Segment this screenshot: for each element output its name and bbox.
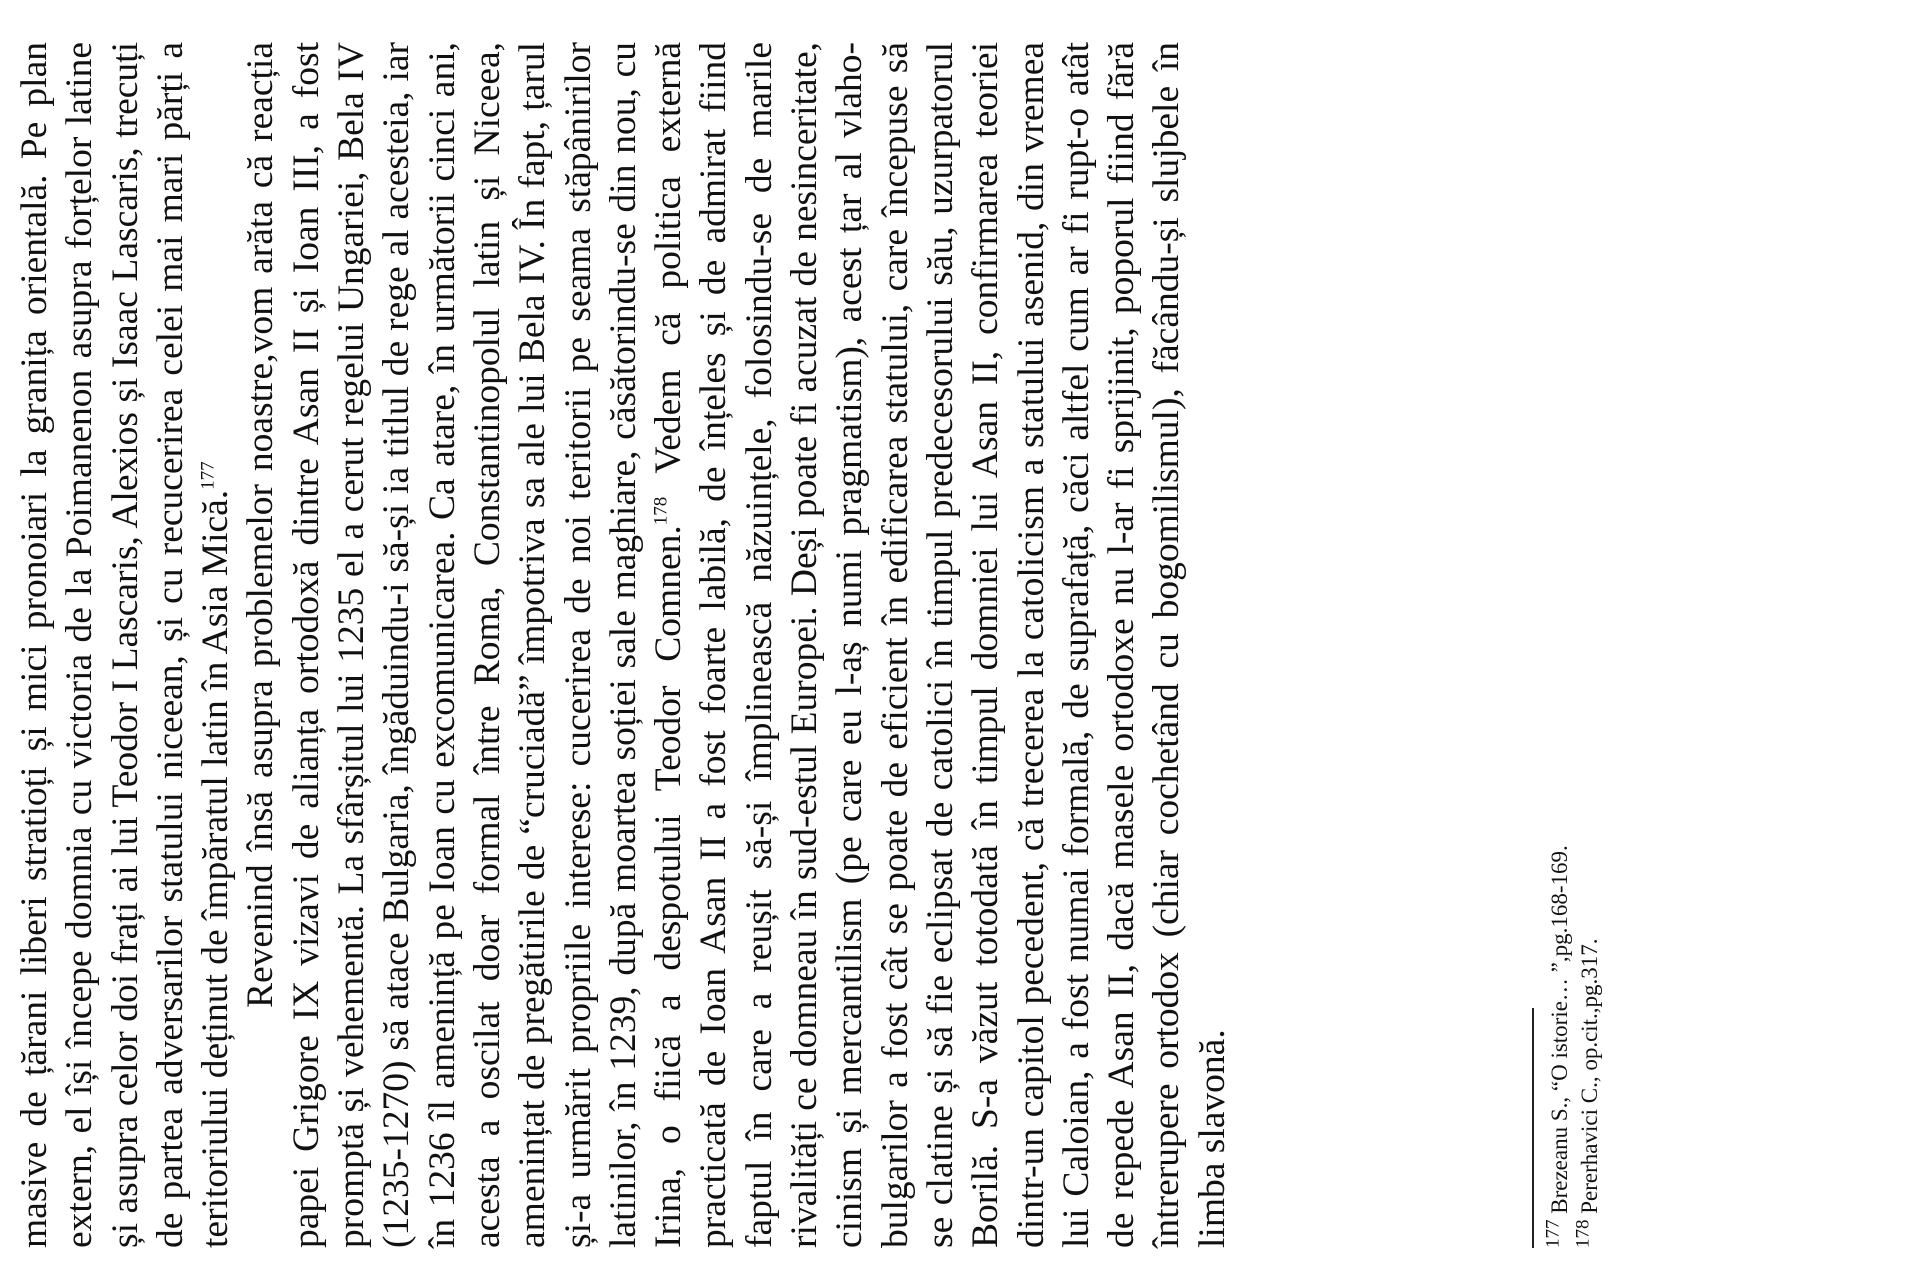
text-run: Vedem că politica externă practicată de Ioan Asan II a fost foarte labilă, de înțeles și de admirat fiind faptul în care a reușit să-și împlinească năzuințele, folosindu-se de marile rivalități ce domneau în sud-estul Europei. Deși poate fi acuzat de nesinceritate, cinism și mercantilism (pe care eu l-aș numi pragmatism), acest țar al vlaho-bulgarilor a fost cât se poate de eficient în edificarea statului, care începuse să se clatine și să fie eclipsat de catolici în timpul predecesorului său, uzurpatorul Borilă. S-a văzut totodată în timpul domniei lui Asan II, confirmarea teoriei dintr-un capitol pecedent, că trecerea la catolicism a statului asenid, din vremea lui Caloian, a fost numai formală, de suprafață, căci altfel cum ar fi rupt-o atât de repede Asan II, dacă masele ortodoxe nu l-ar fi sprijinit, poporul fiind fără întrerupere ortodox (chiar cochetând cu bogomilismul), făcându-și slujbele în limba slavonă.: [648, 41, 1233, 1248]
footnote-text: Brezeanu S., “O istorie… ”,pg.168-169.: [1547, 845, 1572, 1214]
footnote-text: Pererhavici C., op.cit.,pg.317.: [1577, 938, 1602, 1214]
text-run: Revenind însă asupra problemelor noastre,vom arăta că reacția papei Grigore IX vizavi de alianța ortodoxă dintre Asan II și Ioan III, a fost promptă și vehementă. La sfârșitul lui 1235 el a cerut regelui Ungariei, Bela IV (1235-1270) să atace Bulgaria, îngăduindu-i să-și ia titlul de rege al acesteia, iar în 1236 îl amenință pe Ioan cu excomunicarea. Ca atare, în următorii cinci ani, acesta a oscilat doar formal între Roma, Constantinopolul latin și Niceea, amenințat de pregătirile de “cruciadă” împotriva sa ale lui Bela IV. În fapt, țarul și-a urmărit propriile interese: cucerirea de noi teritorii pe seama stăpânirilor latinilor, în 1239, după moartea soției sale maghiare, căsătorindu-se din nou, cu Irina, o fiică a despotului Teodor Comnen.: [240, 42, 690, 1248]
footnote-number: 178: [1572, 1219, 1594, 1248]
footnote-divider: [1532, 1008, 1534, 1248]
body-text: [12, 42, 1235, 1248]
text-run: masive de țărani liberi stratioți și mici pronoiari la granița orientală. Pe plan extern, el își începe domnia cu victoria de la Poimanenon asupra forțelor latine și asupra celor doi frați ai lui Teodor I Lascaris, Alexios și Isaac Lascaris, trecuți de partea adversarilor statului niceean, și cu recucerirea celei mai mari părți a teritoriului deținut de împăratul latin în Asia Mică.: [14, 42, 237, 1248]
paragraph-1: [12, 42, 238, 1248]
footnote-reference: 177: [197, 461, 219, 490]
footnote-178: [1572, 148, 1605, 1248]
footnote-reference: 178: [650, 496, 672, 526]
footnote-177: [1542, 148, 1575, 1248]
paragraph-2: [238, 42, 1235, 1248]
footnote-number: 177: [1542, 1219, 1564, 1248]
footnotes: [1542, 148, 1605, 1248]
